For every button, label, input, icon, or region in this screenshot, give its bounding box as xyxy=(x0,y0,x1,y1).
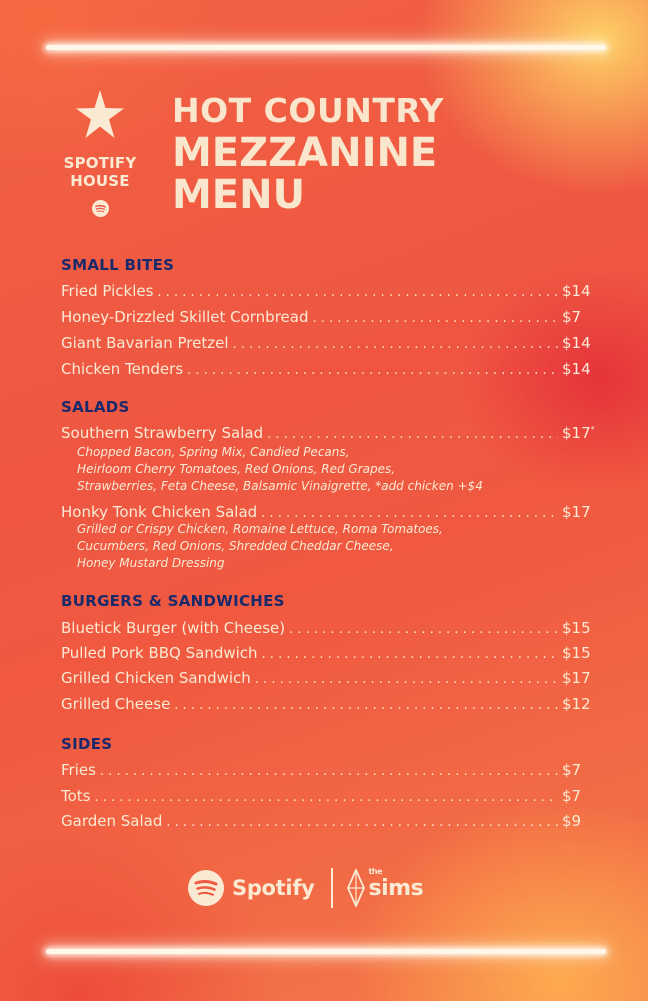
title-line1: HOT COUNTRY xyxy=(172,91,444,130)
title-line3: MENU xyxy=(172,172,306,218)
section-heading-salads: SALADS xyxy=(61,398,130,416)
spotify-icon xyxy=(92,200,109,217)
leader-dots xyxy=(313,311,559,326)
item-price xyxy=(562,424,596,442)
menu-item xyxy=(61,644,596,662)
leader-dots xyxy=(267,427,558,442)
menu-item xyxy=(61,669,596,687)
sims-word-text: sims xyxy=(368,875,424,901)
item-price: $7 xyxy=(562,308,582,326)
item-name: Grilled Chicken Sandwich xyxy=(61,669,251,687)
plumbob-icon xyxy=(347,869,365,907)
menu-item xyxy=(61,503,596,521)
item-name: Southern Strawberry Salad xyxy=(61,424,264,442)
item-name: Tots xyxy=(61,787,91,805)
sims-the-text: the xyxy=(368,866,382,876)
logo-text-line1: SPOTIFY xyxy=(63,154,137,172)
menu-item xyxy=(61,334,596,352)
leader-dots xyxy=(187,363,558,378)
item-name: Garden Salad xyxy=(61,812,163,830)
item-price-value: $17 xyxy=(562,424,591,442)
logo-divider xyxy=(331,868,333,908)
menu-title xyxy=(172,91,444,218)
leader-dots xyxy=(255,672,558,687)
menu-item xyxy=(61,619,596,637)
leader-dots xyxy=(233,337,559,352)
spotify-icon xyxy=(188,870,224,906)
item-description-line: Strawberries, Feta Cheese, Balsamic Vinaigrette, *add chicken +$4 xyxy=(77,479,483,493)
item-price: $7 xyxy=(562,761,582,779)
top-glow-divider xyxy=(46,45,606,50)
item-price: $17 xyxy=(562,503,591,521)
menu-item xyxy=(61,282,596,300)
item-price: $7 xyxy=(562,787,582,805)
price-asterisk: * xyxy=(590,425,595,434)
leader-dots xyxy=(174,698,558,713)
leader-dots xyxy=(261,506,558,521)
star-icon xyxy=(73,88,127,142)
item-name: Honey-Drizzled Skillet Cornbread xyxy=(61,308,309,326)
menu-item xyxy=(61,695,596,713)
menu-item xyxy=(61,812,596,830)
item-name: Pulled Pork BBQ Sandwich xyxy=(61,644,258,662)
item-price: $17 xyxy=(562,669,591,687)
item-description-line: Cucumbers, Red Onions, Shredded Cheddar Cheese, xyxy=(77,539,394,553)
item-description-line: Honey Mustard Dressing xyxy=(77,556,225,570)
item-price: $14 xyxy=(562,282,591,300)
section-heading-small-bites: SMALL BITES xyxy=(61,256,175,274)
leader-dots xyxy=(166,815,558,830)
item-price: $15 xyxy=(562,644,591,662)
menu-item xyxy=(61,308,596,326)
item-name: Honky Tonk Chicken Salad xyxy=(61,503,258,521)
item-name: Giant Bavarian Pretzel xyxy=(61,334,229,352)
spotify-wordmark: Spotify xyxy=(232,876,315,900)
menu-item xyxy=(61,424,596,442)
leader-dots xyxy=(157,285,558,300)
item-name: Chicken Tenders xyxy=(61,360,184,378)
item-name: Bluetick Burger (with Cheese) xyxy=(61,619,286,637)
logo-text-line2: HOUSE xyxy=(70,172,130,190)
sponsor-logos xyxy=(188,866,423,910)
item-price: $14 xyxy=(562,360,591,378)
item-description-line: Grilled or Crispy Chicken, Romaine Lettuce, Roma Tomatoes, xyxy=(77,522,443,536)
menu-item xyxy=(61,360,596,378)
item-description-line: Chopped Bacon, Spring Mix, Candied Pecans, xyxy=(77,445,350,459)
spotify-house-logo xyxy=(54,88,146,221)
item-price: $14 xyxy=(562,334,591,352)
section-heading-sides: SIDES xyxy=(61,735,113,753)
menu-item xyxy=(61,761,596,779)
spotify-house-text xyxy=(54,154,146,190)
leader-dots xyxy=(262,647,558,662)
section-heading-burgers-sandwiches: BURGERS & SANDWICHES xyxy=(61,592,285,610)
title-line2: MEZZANINE xyxy=(172,130,438,176)
item-name: Grilled Cheese xyxy=(61,695,171,713)
item-description-line: Heirloom Cherry Tomatoes, Red Onions, Red Grapes, xyxy=(77,462,396,476)
item-price: $12 xyxy=(562,695,591,713)
sims-wordmark xyxy=(368,866,424,901)
leader-dots xyxy=(95,790,559,805)
item-name: Fries xyxy=(61,761,96,779)
leader-dots xyxy=(289,622,558,637)
leader-dots xyxy=(100,764,558,779)
item-price: $9 xyxy=(562,812,582,830)
bottom-glow-divider xyxy=(46,949,606,954)
menu-item xyxy=(61,787,596,805)
item-name: Fried Pickles xyxy=(61,282,154,300)
item-price: $15 xyxy=(562,619,591,637)
